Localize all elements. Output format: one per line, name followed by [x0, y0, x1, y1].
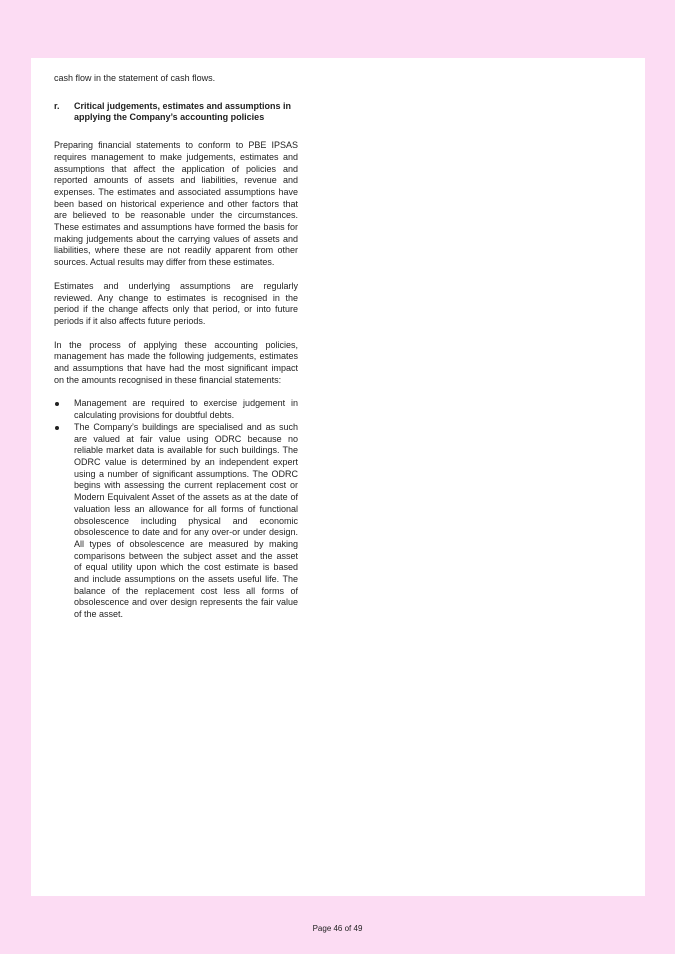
page-number: Page 46 of 49	[312, 924, 363, 933]
paragraph-estimates-review: Estimates and underlying assumptions are regularly reviewed. Any change to estimates is recognised in the period if the change affects only that period, or into future periods if it also affects future periods.	[54, 280, 298, 326]
paragraph-judgements: Preparing financial statements to conform to PBE IPSAS requires management to make judgements, estimates and assumptions that affect the application of policies and reported amounts of assets and liabilities, revenue and expenses. The estimates and associated assumptions have been based on historical experience and other factors that are believed to be reasonable under the circumstances. These estimates and assumptions have formed the basis for making judgements about the carrying values of assets and liabilities, where these are not readily apparent from other sources. Actual results may differ from these estimates.	[54, 140, 298, 268]
paragraph-accounting-policies: In the process of applying these accounting policies, management has made the following judgements, estimates and assumptions that have had the most significant impact on the amounts recognised in these financial statements:	[54, 339, 298, 385]
section-heading	[54, 101, 298, 124]
list-item	[54, 398, 298, 421]
bullet-text: Management are required to exercise judgement in calculating provisions for doubtful debts.	[74, 398, 298, 421]
bullet-text: The Company’s buildings are specialised and as such are valued at fair value using ODRC because no reliable market data is available for such buildings. The ODRC value is determined by an independent expert using a number of significant assumptions. The ODRC begins with assessing the current replacement cost or Modern Equivalent Asset of the assets as at the date of valuation less an allowance for all forms of functional obsolescence including physical and economic obsolescence to date and for any over-or under design. All types of obsolescence are measured by making comparisons between the subject asset and the asset of equal utility upon which the cost estimate is based and include assumptions on the assets useful life. The balance of the replacement cost less all forms of obsolescence and over design represents the fair value of the asset.	[74, 421, 298, 620]
lead-text: cash flow in the statement of cash flows.	[54, 73, 216, 83]
section-title: Critical judgements, estimates and assumptions in applying the Company’s accounting policies	[74, 100, 292, 123]
list-item	[54, 422, 298, 621]
bullet-dot-icon	[54, 422, 74, 434]
document-page	[31, 58, 645, 896]
page-content	[54, 73, 298, 621]
bullet-dot-icon	[54, 398, 74, 410]
section-letter: r.	[54, 100, 60, 111]
bullet-list	[54, 398, 298, 620]
